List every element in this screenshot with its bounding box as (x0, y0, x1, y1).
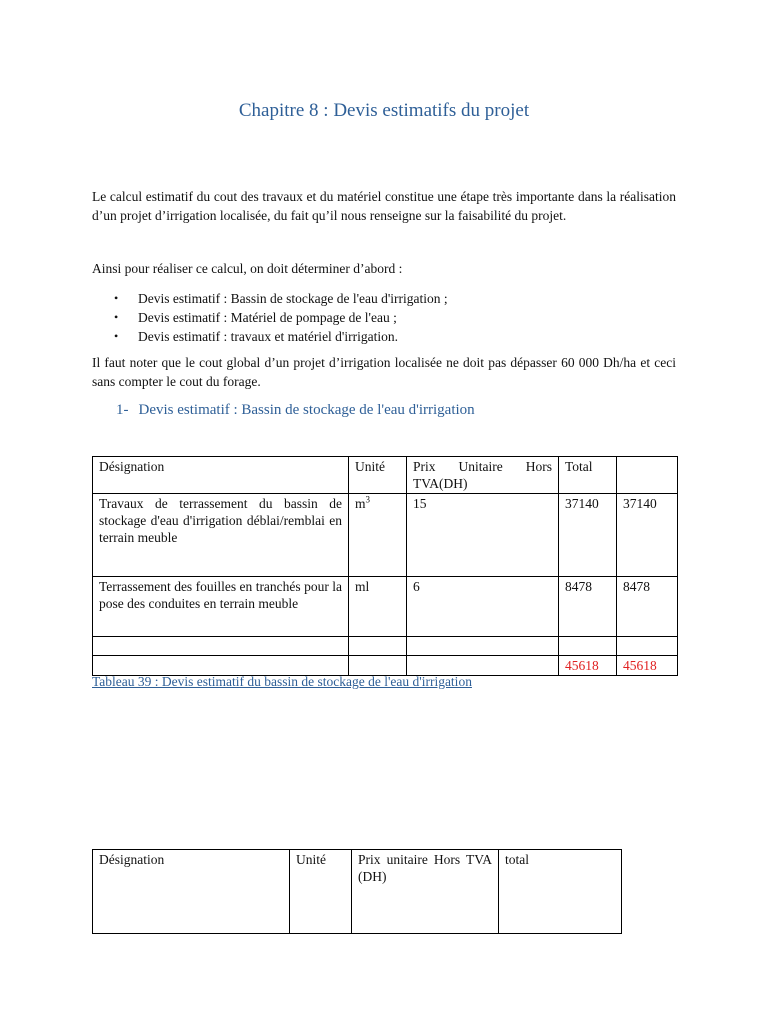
header-total: total (499, 850, 622, 934)
header-designation: Désignation (93, 850, 290, 934)
chapter-title: Chapitre 8 : Devis estimatifs du projet (238, 100, 530, 121)
bullet-text: Devis estimatif : Bassin de stockage de l'eau d'irrigation ; (138, 291, 448, 306)
table-header-row (93, 850, 622, 934)
bullet-icon: • (114, 291, 119, 305)
devis-table-pompage (92, 849, 622, 934)
cell-designation: Terrassement des fouilles en tranchés pour la pose des conduites en terrain meuble (93, 577, 349, 637)
bullet-text: Devis estimatif : travaux et matériel d'irrigation. (138, 329, 398, 344)
sum-total: 45618 (559, 656, 617, 676)
cell-total-2: 8478 (617, 577, 678, 637)
section-heading (116, 402, 475, 419)
header-total: Total (559, 457, 617, 494)
bullet-item (92, 289, 676, 308)
table-caption: Tableau 39 : Devis estimatif du bassin de stockage de l'eau d'irrigation (92, 674, 472, 689)
cell-price: 6 (407, 577, 559, 637)
note-paragraph: Il faut noter que le cout global d’un projet d’irrigation localisée ne doit pas dépasser 60 000 Dh/ha et ceci sans compter le cout du forage. (92, 355, 676, 389)
header-prix: Prix Unitaire Hors TVA(DH) (407, 457, 559, 494)
cell-total: 37140 (559, 494, 617, 577)
header-prix: Prix unitaire Hors TVA (DH) (352, 850, 499, 934)
unit-exponent: 3 (365, 494, 371, 505)
bullet-list (92, 289, 676, 346)
bullet-text: Devis estimatif : Matériel de pompage de l'eau ; (138, 310, 397, 325)
cell-unit (349, 494, 407, 577)
devis-table-bassin (92, 456, 678, 676)
header-unite: Unité (349, 457, 407, 494)
section-number: 1- (116, 402, 129, 418)
unit-base: ml (355, 579, 370, 594)
cell-total: 8478 (559, 577, 617, 637)
header-extra (617, 457, 678, 494)
unit-base: m (355, 496, 366, 511)
table-row-sum (93, 656, 678, 676)
intro-paragraph: Le calcul estimatif du cout des travaux et du matériel constitue une étape très importante dans la réalisation d’un projet d’irrigation localisée, du fait qu’il nous renseigne sur la faisabilité du projet. (92, 189, 676, 223)
table-row-empty (93, 637, 678, 656)
cell-total-2: 37140 (617, 494, 678, 577)
cell-price: 15 (407, 494, 559, 577)
cell-unit (349, 577, 407, 637)
section-title: Devis estimatif : Bassin de stockage de l'eau d'irrigation (138, 402, 475, 418)
bullet-item (92, 327, 676, 346)
header-designation: Désignation (93, 457, 349, 494)
table-header-row (93, 457, 678, 494)
sum-total-2: 45618 (617, 656, 678, 676)
cell-designation: Travaux de terrassement du bassin de stockage d'eau d'irrigation déblai/remblai en terrain meuble (93, 494, 349, 577)
table-row (93, 494, 678, 577)
table-row (93, 577, 678, 637)
bullet-item (92, 308, 676, 327)
header-unite: Unité (290, 850, 352, 934)
bullet-icon: • (114, 329, 119, 343)
bullet-icon: • (114, 310, 119, 324)
lead-in-text: Ainsi pour réaliser ce calcul, on doit déterminer d’abord : (92, 261, 403, 276)
